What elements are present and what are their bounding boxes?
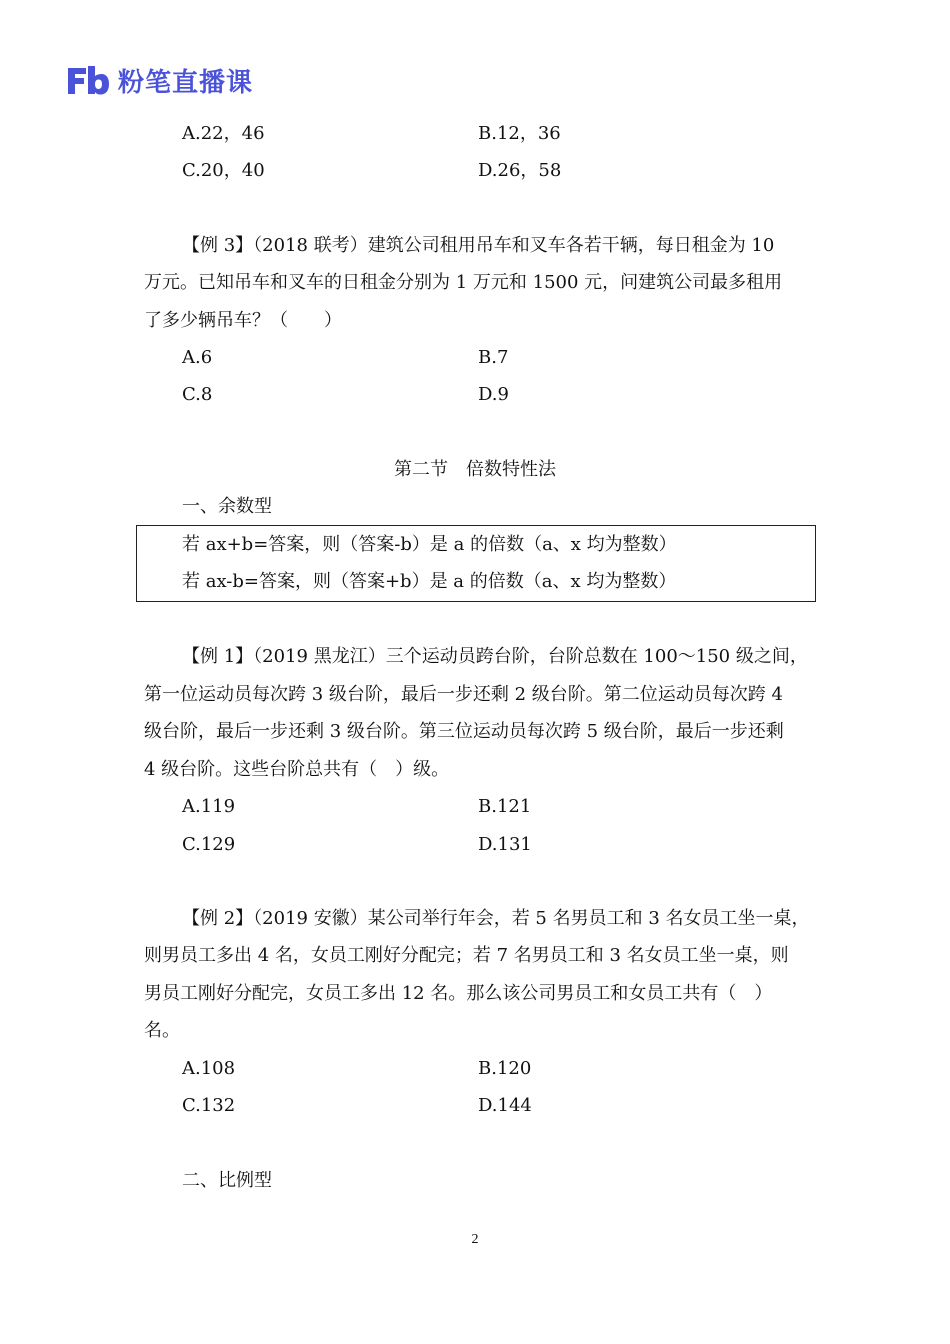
brand-logo (66, 62, 253, 98)
example-3-text: 万元。已知吊车和叉车的日租金分别为 1 万元和 1500 元，问建筑公司最多租用 (144, 272, 783, 293)
example-3-text: 了多少辆吊车？（ ） (144, 310, 342, 331)
example-2-text: 名。 (144, 1020, 180, 1041)
example-2-text: 则男员工多出 4 名，女员工刚好分配完；若 7 名男员工和 3 名女员工坐一桌，则 (144, 945, 789, 966)
option-a: A.108 (182, 1058, 236, 1079)
section-title: 第二节 倍数特性法 (394, 459, 556, 480)
example-1-text: 级台阶，最后一步还剩 3 级台阶。第三位运动员每次跨 5 级台阶，最后一步还剩 (144, 721, 784, 742)
option-d: D.131 (478, 834, 532, 855)
option-c: C.20，40 (182, 160, 265, 181)
option-a: A.119 (182, 796, 236, 817)
option-b: B.121 (478, 796, 532, 817)
subsection-title: 二、比例型 (182, 1170, 272, 1191)
option-c: C.8 (182, 384, 213, 405)
example-1-text: 【例 1】（2019 黑龙江）三个运动员跨台阶，台阶总数在 100～150 级之间， (182, 646, 808, 667)
option-a: A.6 (182, 347, 213, 368)
option-d: D.9 (478, 384, 509, 405)
example-1-text: 4 级台阶。这些台阶总共有（ ）级。 (144, 759, 450, 780)
rule-line: 若 ax+b=答案，则（答案-b）是 a 的倍数（a、x 均为整数） (182, 534, 677, 555)
fb-logo-icon (66, 64, 110, 96)
subsection-title: 一、余数型 (182, 496, 272, 517)
option-d: D.144 (478, 1095, 532, 1116)
option-b: B.7 (478, 347, 509, 368)
example-2-text: 男员工刚好分配完，女员工多出 12 名。那么该公司男员工和女员工共有（ ） (144, 983, 773, 1004)
example-1-text: 第一位运动员每次跨 3 级台阶，最后一步还剩 2 级台阶。第二位运动员每次跨 4 (144, 684, 783, 705)
option-c: C.132 (182, 1095, 236, 1116)
example-3-text: 【例 3】（2018 联考）建筑公司租用吊车和叉车各若干辆，每日租金为 10 (182, 235, 775, 256)
option-d: D.26，58 (478, 160, 562, 181)
page-number: 2 (471, 1232, 479, 1247)
option-c: C.129 (182, 834, 236, 855)
option-b: B.120 (478, 1058, 532, 1079)
example-2-text: 【例 2】（2019 安徽）某公司举行年会，若 5 名男员工和 3 名女员工坐一桌， (182, 908, 810, 929)
logo-text: 粉笔直播课 (118, 67, 254, 98)
option-a: A.22，46 (182, 123, 265, 144)
rule-line: 若 ax-b=答案，则（答案+b）是 a 的倍数（a、x 均为整数） (182, 571, 677, 592)
option-b: B.12，36 (478, 123, 561, 144)
